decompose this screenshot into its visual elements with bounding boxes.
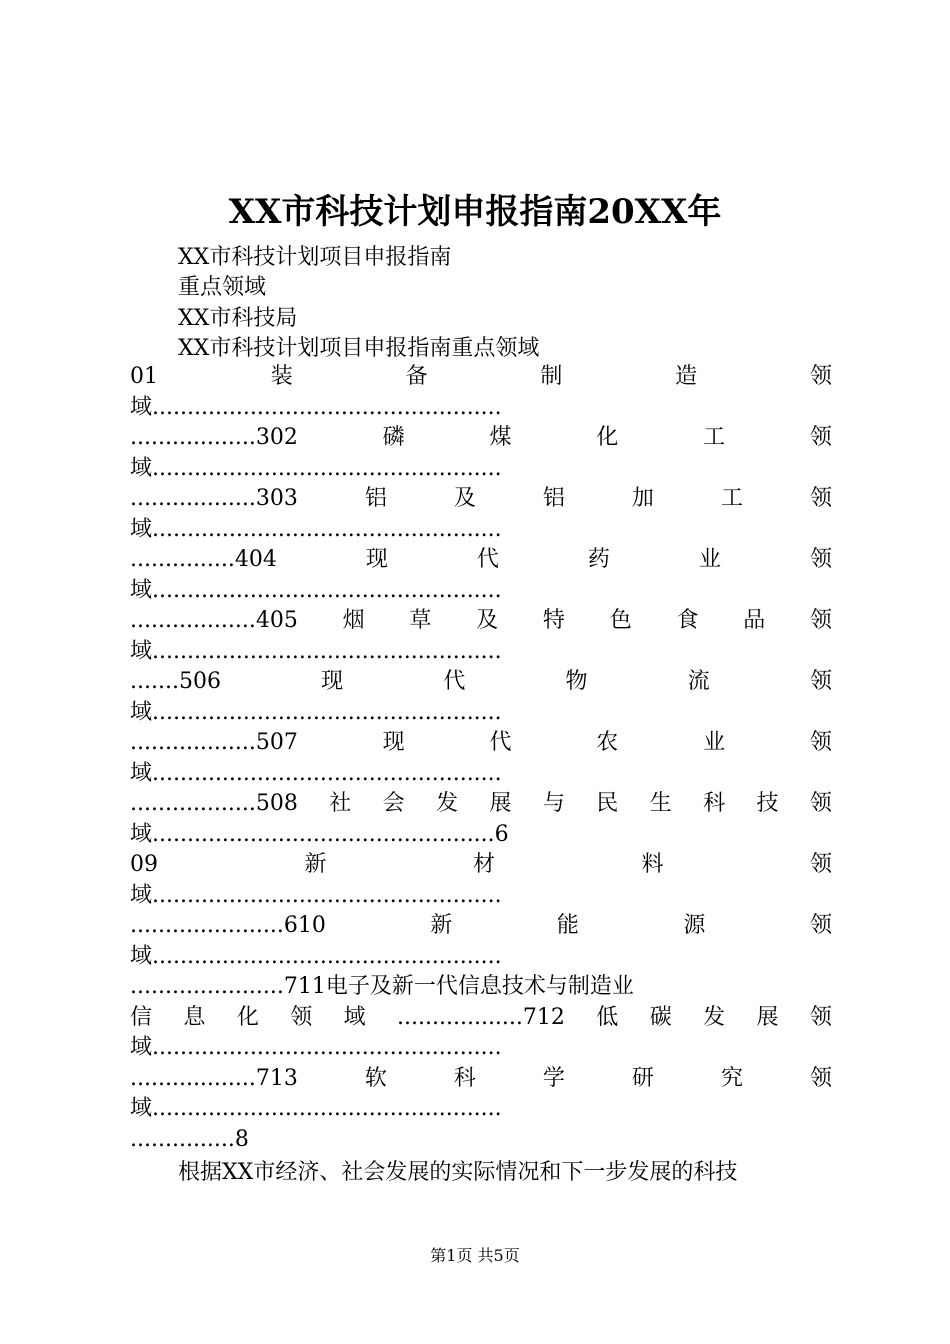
toc-line [130, 393, 832, 423]
toc-token: 煤 [489, 425, 512, 450]
toc-token: 域.................................................6 [130, 821, 509, 847]
toc-token: 展 [756, 1004, 779, 1030]
toc-token: 材 [472, 852, 495, 877]
toc-token: 铝 [542, 486, 565, 511]
toc-token: 现 [365, 547, 388, 572]
toc-token: 研 [631, 1065, 654, 1091]
toc-token: 烟 [342, 608, 365, 633]
toc-token: 领 [809, 1065, 832, 1091]
toc-token: ......................711电子及新一代信息技术与制造业 [130, 974, 634, 999]
toc-line [130, 423, 832, 453]
toc-line [130, 606, 832, 636]
toc-line [130, 1094, 832, 1124]
toc-token: ..................713 [130, 1065, 298, 1091]
toc-line [130, 1125, 832, 1155]
toc-token: 与 [542, 791, 565, 816]
toc-token: 会 [382, 791, 405, 816]
toc-token: 源 [683, 913, 706, 938]
toc-token: 制 [540, 364, 563, 389]
toc-token: ...............8 [130, 1126, 249, 1152]
toc-token: 化 [236, 1004, 259, 1030]
toc-token: 代 [476, 547, 499, 572]
toc-line [130, 850, 832, 880]
toc-token: 料 [641, 852, 664, 877]
toc-token: .......506 [130, 669, 221, 694]
toc-token: 01 [130, 364, 158, 389]
toc-token: 学 [542, 1065, 565, 1091]
toc-token: ..................508 [130, 791, 298, 816]
toc-token: 化 [596, 425, 619, 450]
toc-token: 领 [809, 425, 832, 450]
toc-token: 领 [809, 730, 832, 755]
toc-token: 药 [587, 547, 610, 572]
toc-token: ......................610 [130, 913, 326, 938]
toc-line [130, 972, 832, 1002]
intro-line: 重点领域 [178, 275, 267, 300]
toc-line [130, 789, 832, 819]
toc-token: 领 [809, 608, 832, 633]
toc-token: 品 [743, 608, 766, 633]
toc-line [130, 942, 832, 972]
toc-token: 物 [565, 669, 588, 694]
toc-line [130, 484, 832, 514]
toc-token: 生 [649, 791, 672, 816]
toc-token: 域.................................................. [130, 516, 502, 542]
toc-token: ..................405 [130, 608, 298, 633]
toc-token: ...............404 [130, 547, 277, 572]
toc-token: 及 [476, 608, 499, 633]
toc-token: 领 [809, 852, 832, 877]
toc-token: 究 [720, 1065, 743, 1091]
toc-token: 代 [489, 730, 512, 755]
toc-token: 加 [631, 486, 654, 511]
toc-line [130, 576, 832, 606]
toc-token: 流 [687, 669, 710, 694]
toc-token: 社 [329, 791, 352, 816]
toc-line [130, 759, 832, 789]
toc-token: 领 [809, 913, 832, 938]
toc-line [130, 454, 832, 484]
toc-token: 技 [756, 791, 779, 816]
toc-token: 域.................................................. [130, 943, 502, 969]
toc-token: 息 [183, 1004, 206, 1030]
toc-token: 备 [405, 364, 428, 389]
toc-token: 现 [382, 730, 405, 755]
intro-line: XX市科技计划项目申报指南 [178, 245, 452, 270]
toc-token: 领 [290, 1004, 313, 1030]
toc-token: 新 [304, 852, 327, 877]
toc-token: 发 [703, 1004, 726, 1030]
toc-token: ..................507 [130, 730, 298, 755]
toc-token: 域 [343, 1004, 366, 1030]
toc-line [130, 1064, 832, 1094]
toc-token: ..................712 [397, 1004, 565, 1030]
toc-token: 民 [596, 791, 619, 816]
toc-token: 域.................................................. [130, 1035, 502, 1060]
toc-line [130, 545, 832, 575]
toc-token: 软 [364, 1065, 387, 1091]
toc-token: 业 [698, 547, 721, 572]
toc-token: 09 [130, 852, 158, 877]
toc-token: 业 [703, 730, 726, 755]
toc-line [130, 728, 832, 758]
toc-token: 域.................................................. [130, 394, 502, 420]
toc-token: ..................302 [130, 425, 298, 450]
toc-token: 领 [809, 547, 832, 572]
toc-token: 特 [542, 608, 565, 633]
toc-token: 领 [809, 1004, 832, 1030]
toc-token: 色 [609, 608, 632, 633]
toc-token: 科 [453, 1065, 476, 1091]
toc-token: 工 [703, 425, 726, 450]
toc-line [130, 667, 832, 697]
toc-line [130, 698, 832, 728]
toc-line [130, 1003, 832, 1033]
toc-token: 代 [443, 669, 466, 694]
toc-token: 草 [409, 608, 432, 633]
toc-token: 发 [436, 791, 459, 816]
toc-token: 领 [809, 669, 832, 694]
toc-token: 领 [809, 486, 832, 511]
toc-token: 低 [596, 1004, 619, 1030]
intro-line: XX市科技局 [178, 306, 298, 331]
toc-token: 域.................................................. [130, 882, 502, 908]
toc-token: 科 [703, 791, 726, 816]
toc-token: 展 [489, 791, 512, 816]
toc-token: 食 [676, 608, 699, 633]
toc-line [130, 1033, 832, 1063]
toc-token: 能 [556, 913, 579, 938]
toc-token: 工 [720, 486, 743, 511]
page-footer: 第1页 共5页 [430, 1246, 520, 1265]
toc-token: 装 [270, 364, 293, 389]
toc-token: 新 [430, 913, 453, 938]
intro-line: XX市科技计划项目申报指南重点领域 [178, 336, 540, 361]
toc-token: 碳 [649, 1004, 672, 1030]
document-title: XX市科技计划申报指南20XX年 [228, 192, 722, 232]
toc-token: 域.................................................. [130, 699, 502, 725]
toc-token: 域.................................................. [130, 1096, 502, 1121]
toc-line [130, 515, 832, 545]
toc-token: 农 [596, 730, 619, 755]
toc-token: 领 [809, 791, 832, 816]
toc-token: 信 [130, 1004, 153, 1030]
toc-token: 域.................................................. [130, 577, 502, 603]
body-paragraph: 根据XX市经济、社会发展的实际情况和下一步发展的科技 [178, 1160, 738, 1185]
toc-line [130, 362, 832, 392]
toc-token: ..................303 [130, 486, 298, 511]
toc-token: 域.................................................. [130, 638, 502, 664]
toc-line [130, 911, 832, 941]
toc-token: 及 [453, 486, 476, 511]
toc-token: 铝 [364, 486, 387, 511]
toc-token: 造 [675, 364, 698, 389]
toc-token: 域.................................................. [130, 455, 502, 481]
toc-line [130, 637, 832, 667]
toc-token: 现 [321, 669, 344, 694]
toc-token: 领 [809, 364, 832, 389]
toc-token: 域.................................................. [130, 760, 502, 786]
toc-line [130, 881, 832, 911]
toc-line [130, 820, 832, 850]
toc-token: 磷 [382, 425, 405, 450]
